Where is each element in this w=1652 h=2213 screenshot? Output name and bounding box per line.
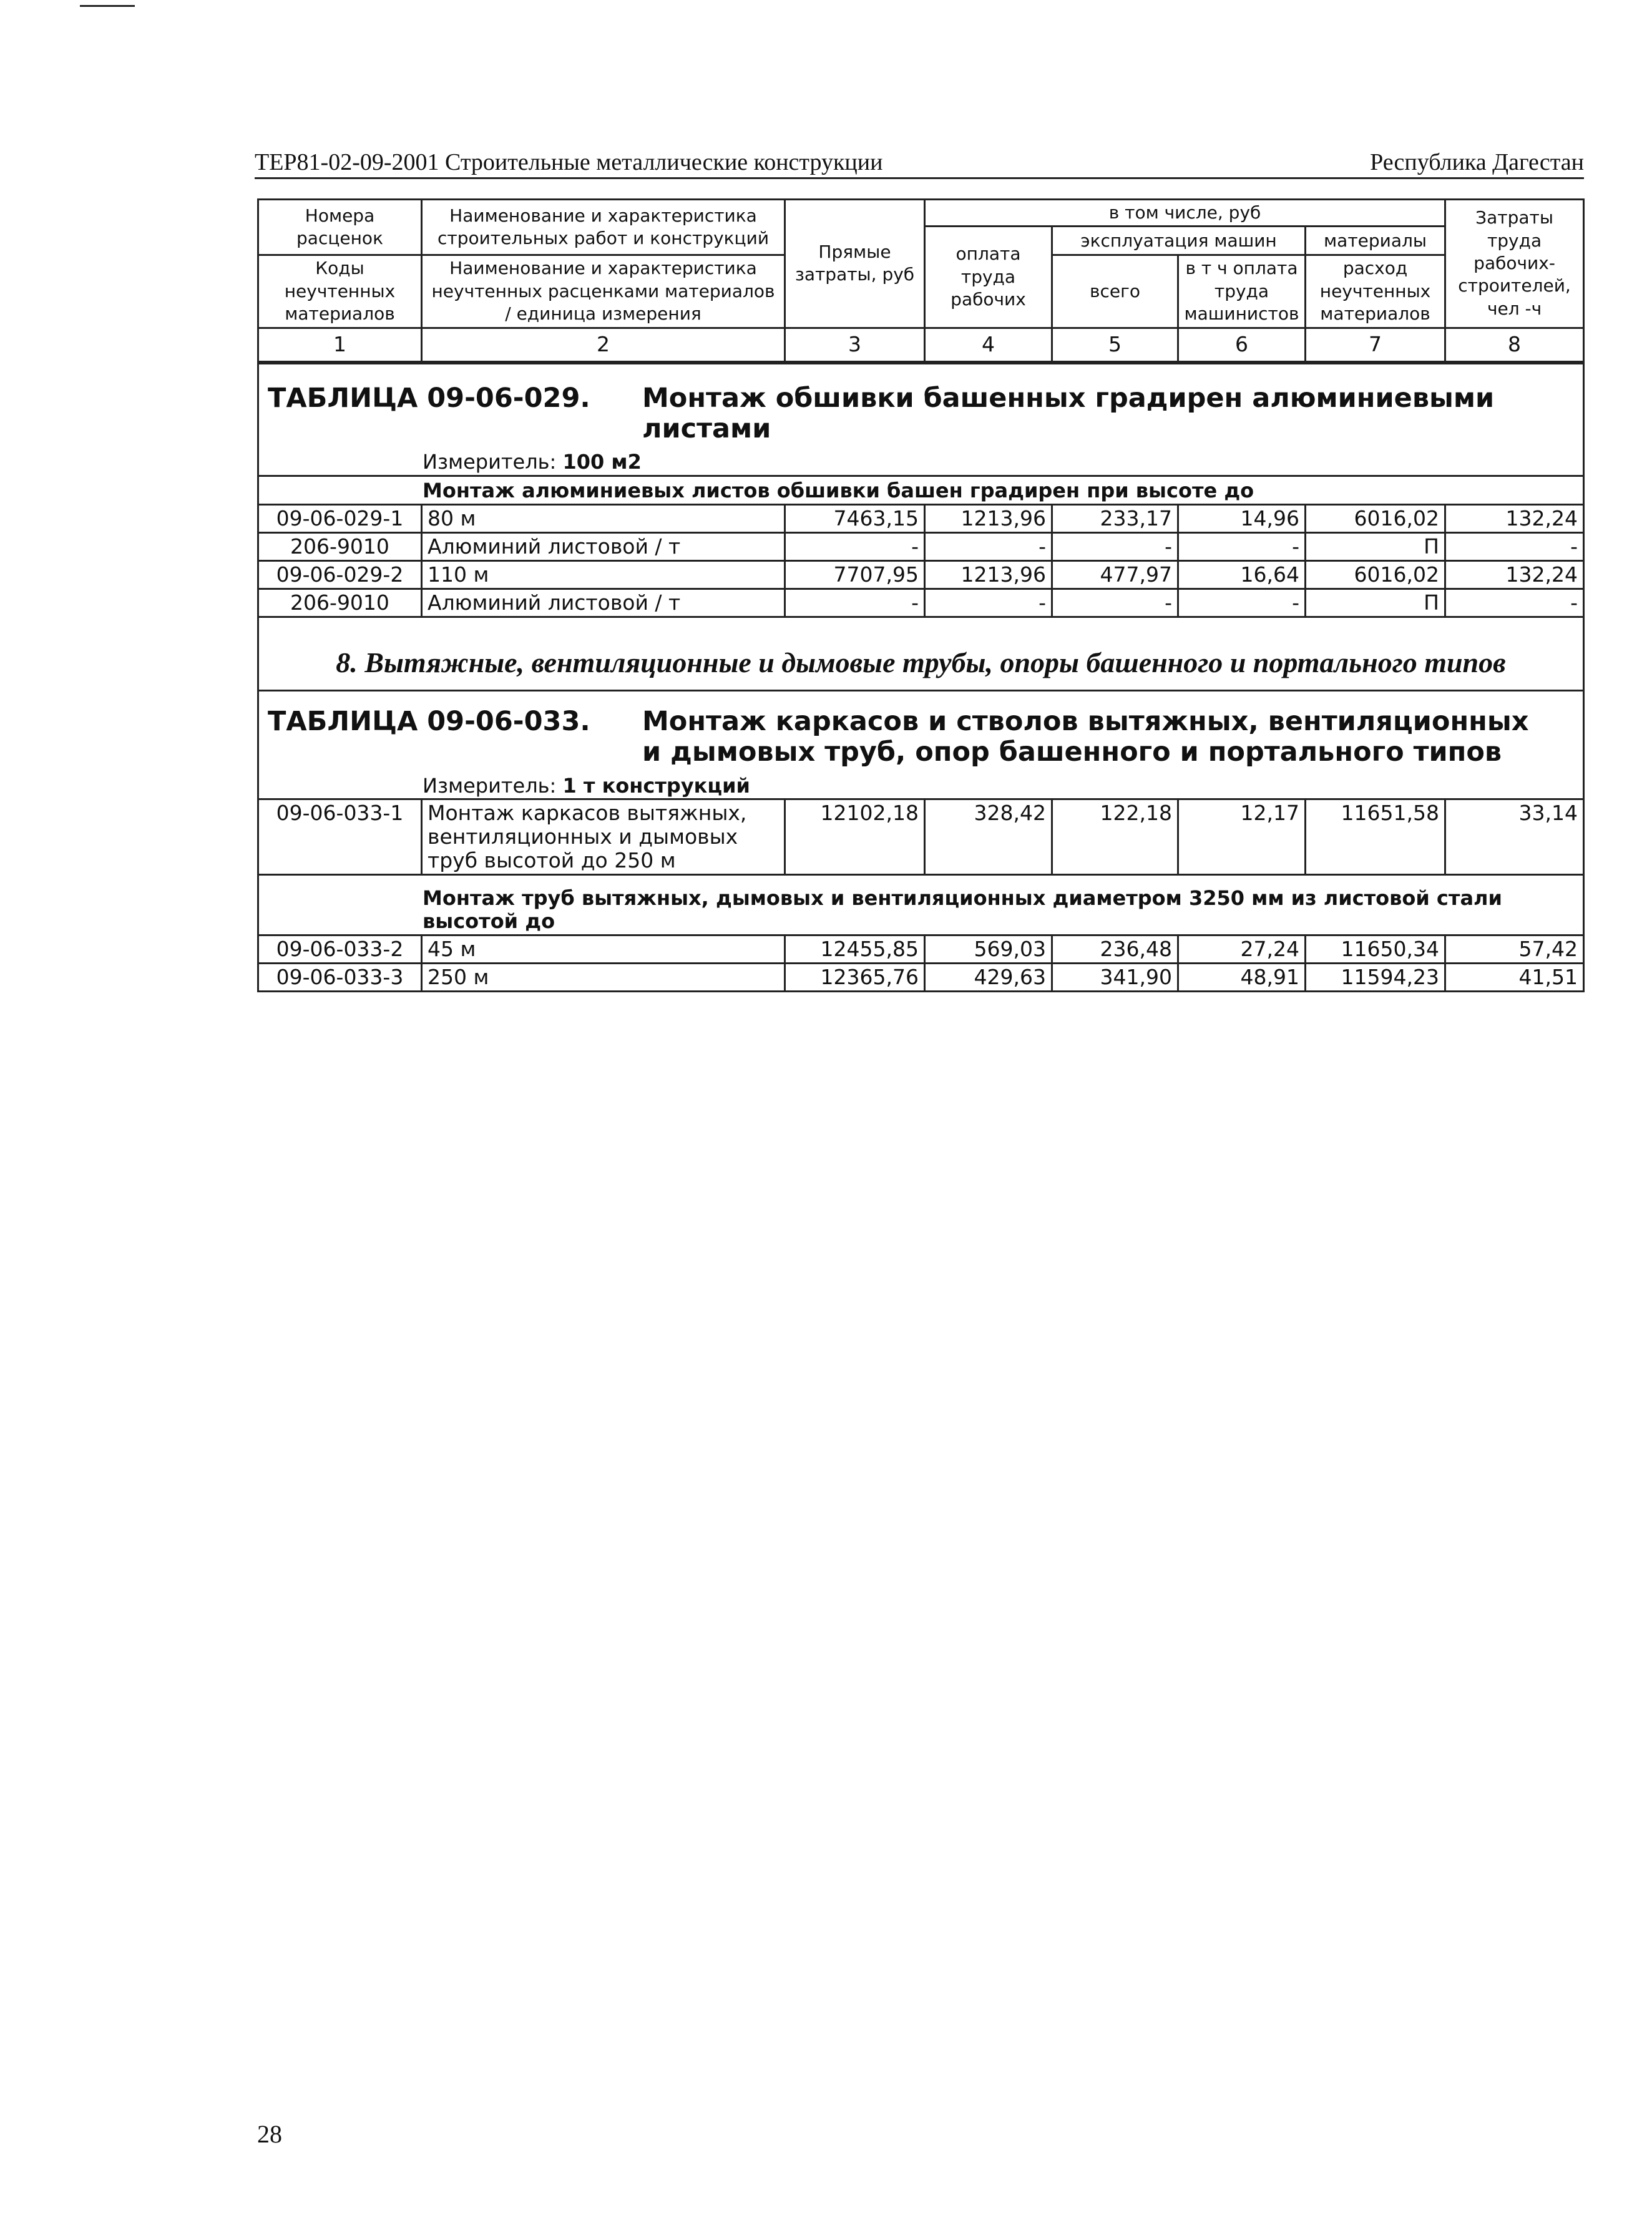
materials-header: материалы bbox=[1306, 227, 1445, 255]
meter-label: Измеритель: bbox=[423, 450, 557, 474]
row-name: 110 м bbox=[422, 560, 785, 589]
col1-header-top: Номера расценок bbox=[258, 200, 422, 255]
table-033-code: ТАБЛИЦА 09-06-033. bbox=[268, 705, 590, 737]
column-number: 2 bbox=[422, 328, 785, 361]
cell-machines-total: 233,17 bbox=[1052, 505, 1178, 533]
header-rule bbox=[255, 177, 1584, 179]
table-row bbox=[258, 799, 1584, 875]
table-029-code: ТАБЛИЦА 09-06-029. bbox=[268, 382, 590, 414]
header-title: ТЕР81-02-09-2001 Строительные металлические конструкции bbox=[255, 149, 883, 175]
table-row bbox=[258, 560, 1584, 589]
cell-machinist-pay: - bbox=[1178, 532, 1306, 560]
row-code: 09-06-029-2 bbox=[258, 560, 422, 589]
table-row bbox=[258, 935, 1584, 963]
table-row bbox=[258, 532, 1584, 560]
column-number: 5 bbox=[1052, 328, 1178, 361]
meter-label: Измеритель: bbox=[423, 773, 557, 798]
cell-materials: 11651,58 bbox=[1306, 799, 1445, 875]
table-033-name: Монтаж каркасов и стволов вытяжных, вентиляционных и дымовых труб, опор башенного и портального типов bbox=[642, 705, 1529, 768]
cell-labor-hours: 41,51 bbox=[1445, 963, 1584, 991]
table-row bbox=[258, 505, 1584, 533]
column-number: 3 bbox=[785, 328, 925, 361]
cell-labor-pay: 429,63 bbox=[925, 963, 1052, 991]
section-heading: 8. Вытяжные, вентиляционные и дымовые трубы, опоры башенного и портального типов bbox=[258, 617, 1584, 690]
table-029-meter bbox=[258, 447, 1584, 476]
column-number: 4 bbox=[925, 328, 1052, 361]
row-code: 09-06-033-2 bbox=[258, 935, 422, 963]
cell-direct-cost: - bbox=[785, 532, 925, 560]
cell-materials: 11650,34 bbox=[1306, 935, 1445, 963]
col2-header-bottom: Наименование и характеристика неучтенных расценками материалов / единица измерения bbox=[422, 255, 785, 328]
running-header bbox=[255, 136, 1584, 176]
row-code: 09-06-029-1 bbox=[258, 505, 422, 533]
price-table bbox=[257, 198, 1583, 992]
cell-materials: П bbox=[1306, 532, 1445, 560]
row-code: 206-9010 bbox=[258, 589, 422, 617]
row-name: Алюминий листовой / т bbox=[422, 589, 785, 617]
row-name: Монтаж каркасов вытяжных, вентиляционных и дымовых труб высотой до 250 м bbox=[422, 799, 785, 875]
cell-labor-hours: 132,24 bbox=[1445, 505, 1584, 533]
column-number: 1 bbox=[258, 328, 422, 361]
cell-machines-total: 122,18 bbox=[1052, 799, 1178, 875]
table-body bbox=[257, 363, 1585, 992]
cell-machinist-pay: 14,96 bbox=[1178, 505, 1306, 533]
cell-machinist-pay: 27,24 bbox=[1178, 935, 1306, 963]
column-header-table bbox=[257, 198, 1585, 363]
cell-labor-pay: 1213,96 bbox=[925, 505, 1052, 533]
cell-machines-total: - bbox=[1052, 532, 1178, 560]
col1-header-bottom: Коды неучтенных материалов bbox=[258, 255, 422, 328]
cell-labor-pay: 569,03 bbox=[925, 935, 1052, 963]
cell-direct-cost: 12365,76 bbox=[785, 963, 925, 991]
machines-header: эксплуатация машин bbox=[1052, 227, 1306, 255]
meter-value: 100 м2 bbox=[562, 450, 642, 474]
table-row bbox=[258, 963, 1584, 991]
cell-materials: 6016,02 bbox=[1306, 560, 1445, 589]
cell-direct-cost: 7463,15 bbox=[785, 505, 925, 533]
cell-direct-cost: 12455,85 bbox=[785, 935, 925, 963]
col2-header-top: Наименование и характеристика строительных работ и конструкций bbox=[422, 200, 785, 255]
col7-header: расход неучтенных материалов bbox=[1306, 255, 1445, 328]
cell-labor-hours: 33,14 bbox=[1445, 799, 1584, 875]
table-row bbox=[258, 589, 1584, 617]
cell-machinist-pay: - bbox=[1178, 589, 1306, 617]
row-code: 09-06-033-3 bbox=[258, 963, 422, 991]
column-number: 8 bbox=[1445, 328, 1584, 361]
cell-labor-hours: - bbox=[1445, 589, 1584, 617]
table-029-title bbox=[258, 363, 1584, 447]
col8-header: Затраты труда рабочих-строителей, чел -ч bbox=[1445, 200, 1584, 328]
cell-materials: 11594,23 bbox=[1306, 963, 1445, 991]
col4-header: оплата труда рабочих bbox=[925, 227, 1052, 328]
cell-materials: П bbox=[1306, 589, 1445, 617]
cell-materials: 6016,02 bbox=[1306, 505, 1445, 533]
cell-labor-pay: - bbox=[925, 589, 1052, 617]
table-033-subhead: Монтаж труб вытяжных, дымовых и вентиляционных диаметром 3250 мм из листовой стали высотой до bbox=[258, 875, 1584, 936]
group-header: в том числе, руб bbox=[925, 200, 1445, 227]
cell-direct-cost: 7707,95 bbox=[785, 560, 925, 589]
cell-direct-cost: 12102,18 bbox=[785, 799, 925, 875]
table-033-title bbox=[258, 690, 1584, 770]
col3-header: Прямые затраты, руб bbox=[785, 200, 925, 328]
column-number: 7 bbox=[1306, 328, 1445, 361]
cell-machines-total: 341,90 bbox=[1052, 963, 1178, 991]
cell-direct-cost: - bbox=[785, 589, 925, 617]
row-name: Алюминий листовой / т bbox=[422, 532, 785, 560]
cell-machines-total: - bbox=[1052, 589, 1178, 617]
table-029-name: Монтаж обшивки башенных градирен алюминиевыми листами bbox=[642, 382, 1495, 444]
column-number: 6 bbox=[1178, 328, 1306, 361]
meter-value: 1 т конструкций bbox=[562, 773, 750, 798]
row-code: 09-06-033-1 bbox=[258, 799, 422, 875]
row-name: 80 м bbox=[422, 505, 785, 533]
col6-header: в т ч оплата труда машинистов bbox=[1178, 255, 1306, 328]
cell-machines-total: 236,48 bbox=[1052, 935, 1178, 963]
cell-machinist-pay: 48,91 bbox=[1178, 963, 1306, 991]
col5-header: всего bbox=[1052, 255, 1178, 328]
cell-labor-pay: 328,42 bbox=[925, 799, 1052, 875]
cell-labor-hours: - bbox=[1445, 532, 1584, 560]
row-name: 45 м bbox=[422, 935, 785, 963]
table-033-meter bbox=[258, 771, 1584, 799]
cell-labor-pay: 1213,96 bbox=[925, 560, 1052, 589]
cell-machines-total: 477,97 bbox=[1052, 560, 1178, 589]
row-code: 206-9010 bbox=[258, 532, 422, 560]
header-region: Республика Дагестан bbox=[1370, 149, 1584, 175]
cell-labor-hours: 57,42 bbox=[1445, 935, 1584, 963]
cell-labor-pay: - bbox=[925, 532, 1052, 560]
row-name: 250 м bbox=[422, 963, 785, 991]
cell-labor-hours: 132,24 bbox=[1445, 560, 1584, 589]
corner-mark bbox=[80, 5, 135, 7]
cell-machinist-pay: 12,17 bbox=[1178, 799, 1306, 875]
page-number: 28 bbox=[257, 2120, 282, 2148]
table-029-subhead: Монтаж алюминиевых листов обшивки башен градирен при высоте до bbox=[258, 476, 1584, 505]
cell-machinist-pay: 16,64 bbox=[1178, 560, 1306, 589]
